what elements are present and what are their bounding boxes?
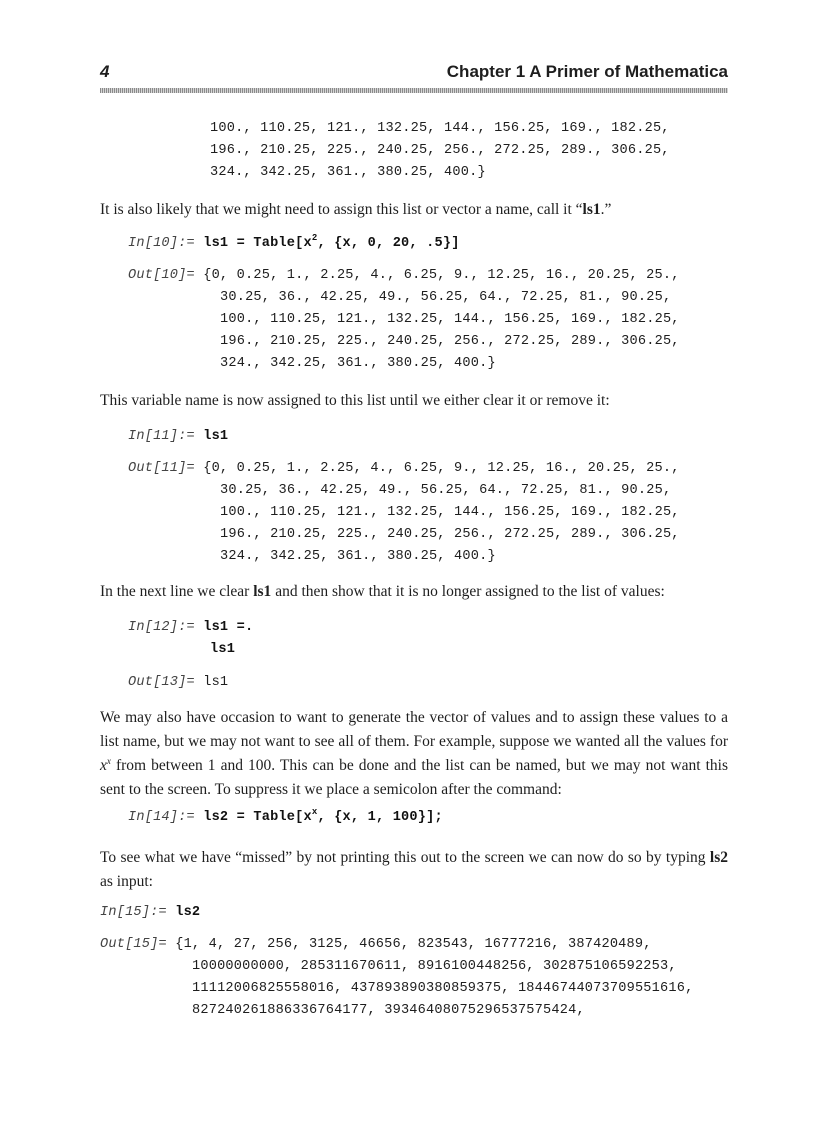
paragraph: In the next line we clear ls1 and then show that it is no longer assigned to the list of values:	[100, 583, 665, 600]
output-line: 10000000000, 285311670611, 8916100448256, 302875106592253,	[192, 959, 677, 974]
output-line: {1, 4, 27, 256, 3125, 46656, 823543, 16777216, 387420489,	[175, 937, 652, 952]
chapter-title: Chapter 1 A Primer of Mathematica	[446, 62, 728, 81]
variable-name: ls2	[709, 849, 728, 866]
input-cell: In[15]:= ls2	[100, 905, 201, 920]
input-cell: In[10]:= $ls1 = Table[x^2$, {x, 0, 20, .5}]	[128, 233, 460, 251]
output-line: 324., 342.25, 361., 380.25, 400.}	[210, 165, 486, 180]
output-line: {0, 0.25, 1., 2.25, 4., 6.25, 9., 12.25, 16., 20.25, 25.,	[203, 268, 680, 283]
input-label: In[11]:=	[128, 429, 204, 444]
paragraph: To see what we have “missed” by not printing this out to the screen we can now do so by typing ls2 as input:	[100, 849, 728, 890]
header-rule	[100, 88, 728, 93]
output-label: Out[11]=	[128, 461, 204, 476]
page-number: 4	[100, 62, 110, 81]
input-label: In[14]:=	[128, 810, 204, 825]
output-line: 196., 210.25, 225., 240.25, 256., 272.25, 289., 306.25,	[220, 334, 680, 349]
paragraph: This variable name is now assigned to this list until we either clear it or remove it:	[100, 392, 610, 409]
output-line: 827240261886336764177, 39346408075296537575424,	[192, 1003, 585, 1018]
input-label: In[12]:=	[128, 620, 204, 635]
input-cell: In[11]:= ls1	[128, 429, 229, 444]
output-line: 100., 110.25, 121., 132.25, 144., 156.25, 169., 182.25,	[220, 505, 680, 520]
output-line: 324., 342.25, 361., 380.25, 400.}	[220, 356, 496, 371]
output-line: 196., 210.25, 225., 240.25, 256., 272.25, 289., 306.25,	[210, 143, 670, 158]
output-label: Out[10]=	[128, 268, 204, 283]
output-line: 196., 210.25, 225., 240.25, 256., 272.25, 289., 306.25,	[220, 527, 680, 542]
output-line: {0, 0.25, 1., 2.25, 4., 6.25, 9., 12.25, 16., 20.25, 25.,	[203, 461, 680, 476]
output-line: 11112006825558016, 437893890380859375, 18446744073709551616,	[192, 981, 694, 996]
output-line: 100., 110.25, 121., 132.25, 144., 156.25, 169., 182.25,	[210, 121, 670, 136]
output-line: 100., 110.25, 121., 132.25, 144., 156.25, 169., 182.25,	[220, 312, 680, 327]
input-label: In[10]:=	[128, 236, 204, 251]
output-line: 30.25, 36., 42.25, 49., 56.25, 64., 72.25, 81., 90.25,	[220, 290, 672, 305]
output-line: 30.25, 36., 42.25, 49., 56.25, 64., 72.25, 81., 90.25,	[220, 483, 672, 498]
paragraph: We may also have occasion to want to generate the vector of values and to assign these values to a list name, but we may not want to see all of them. For example, suppose we wanted all the values for $x^x$ from between 1 and 100. This can be done and the list can be named, but we may not want this sent to the screen. To suppress it we place a semicolon after the command:	[100, 709, 728, 798]
output-line: 324., 342.25, 361., 380.25, 400.}	[220, 549, 496, 564]
page-header	[100, 62, 728, 86]
variable-name: ls1	[253, 583, 272, 600]
output-label: Out[15]=	[100, 937, 176, 952]
input-cell: In[14]:= $ls2 = Table[x^x$, {x, 1, 100}];	[128, 807, 443, 825]
variable-name: ls1	[582, 201, 601, 218]
paragraph: It is also likely that we might need to assign this list or vector a name, call it “ls1.”	[100, 201, 612, 218]
output-cell: Out[13]= ls1	[128, 675, 229, 690]
input-label: In[15]:=	[100, 905, 176, 920]
output-label: Out[13]=	[128, 675, 204, 690]
